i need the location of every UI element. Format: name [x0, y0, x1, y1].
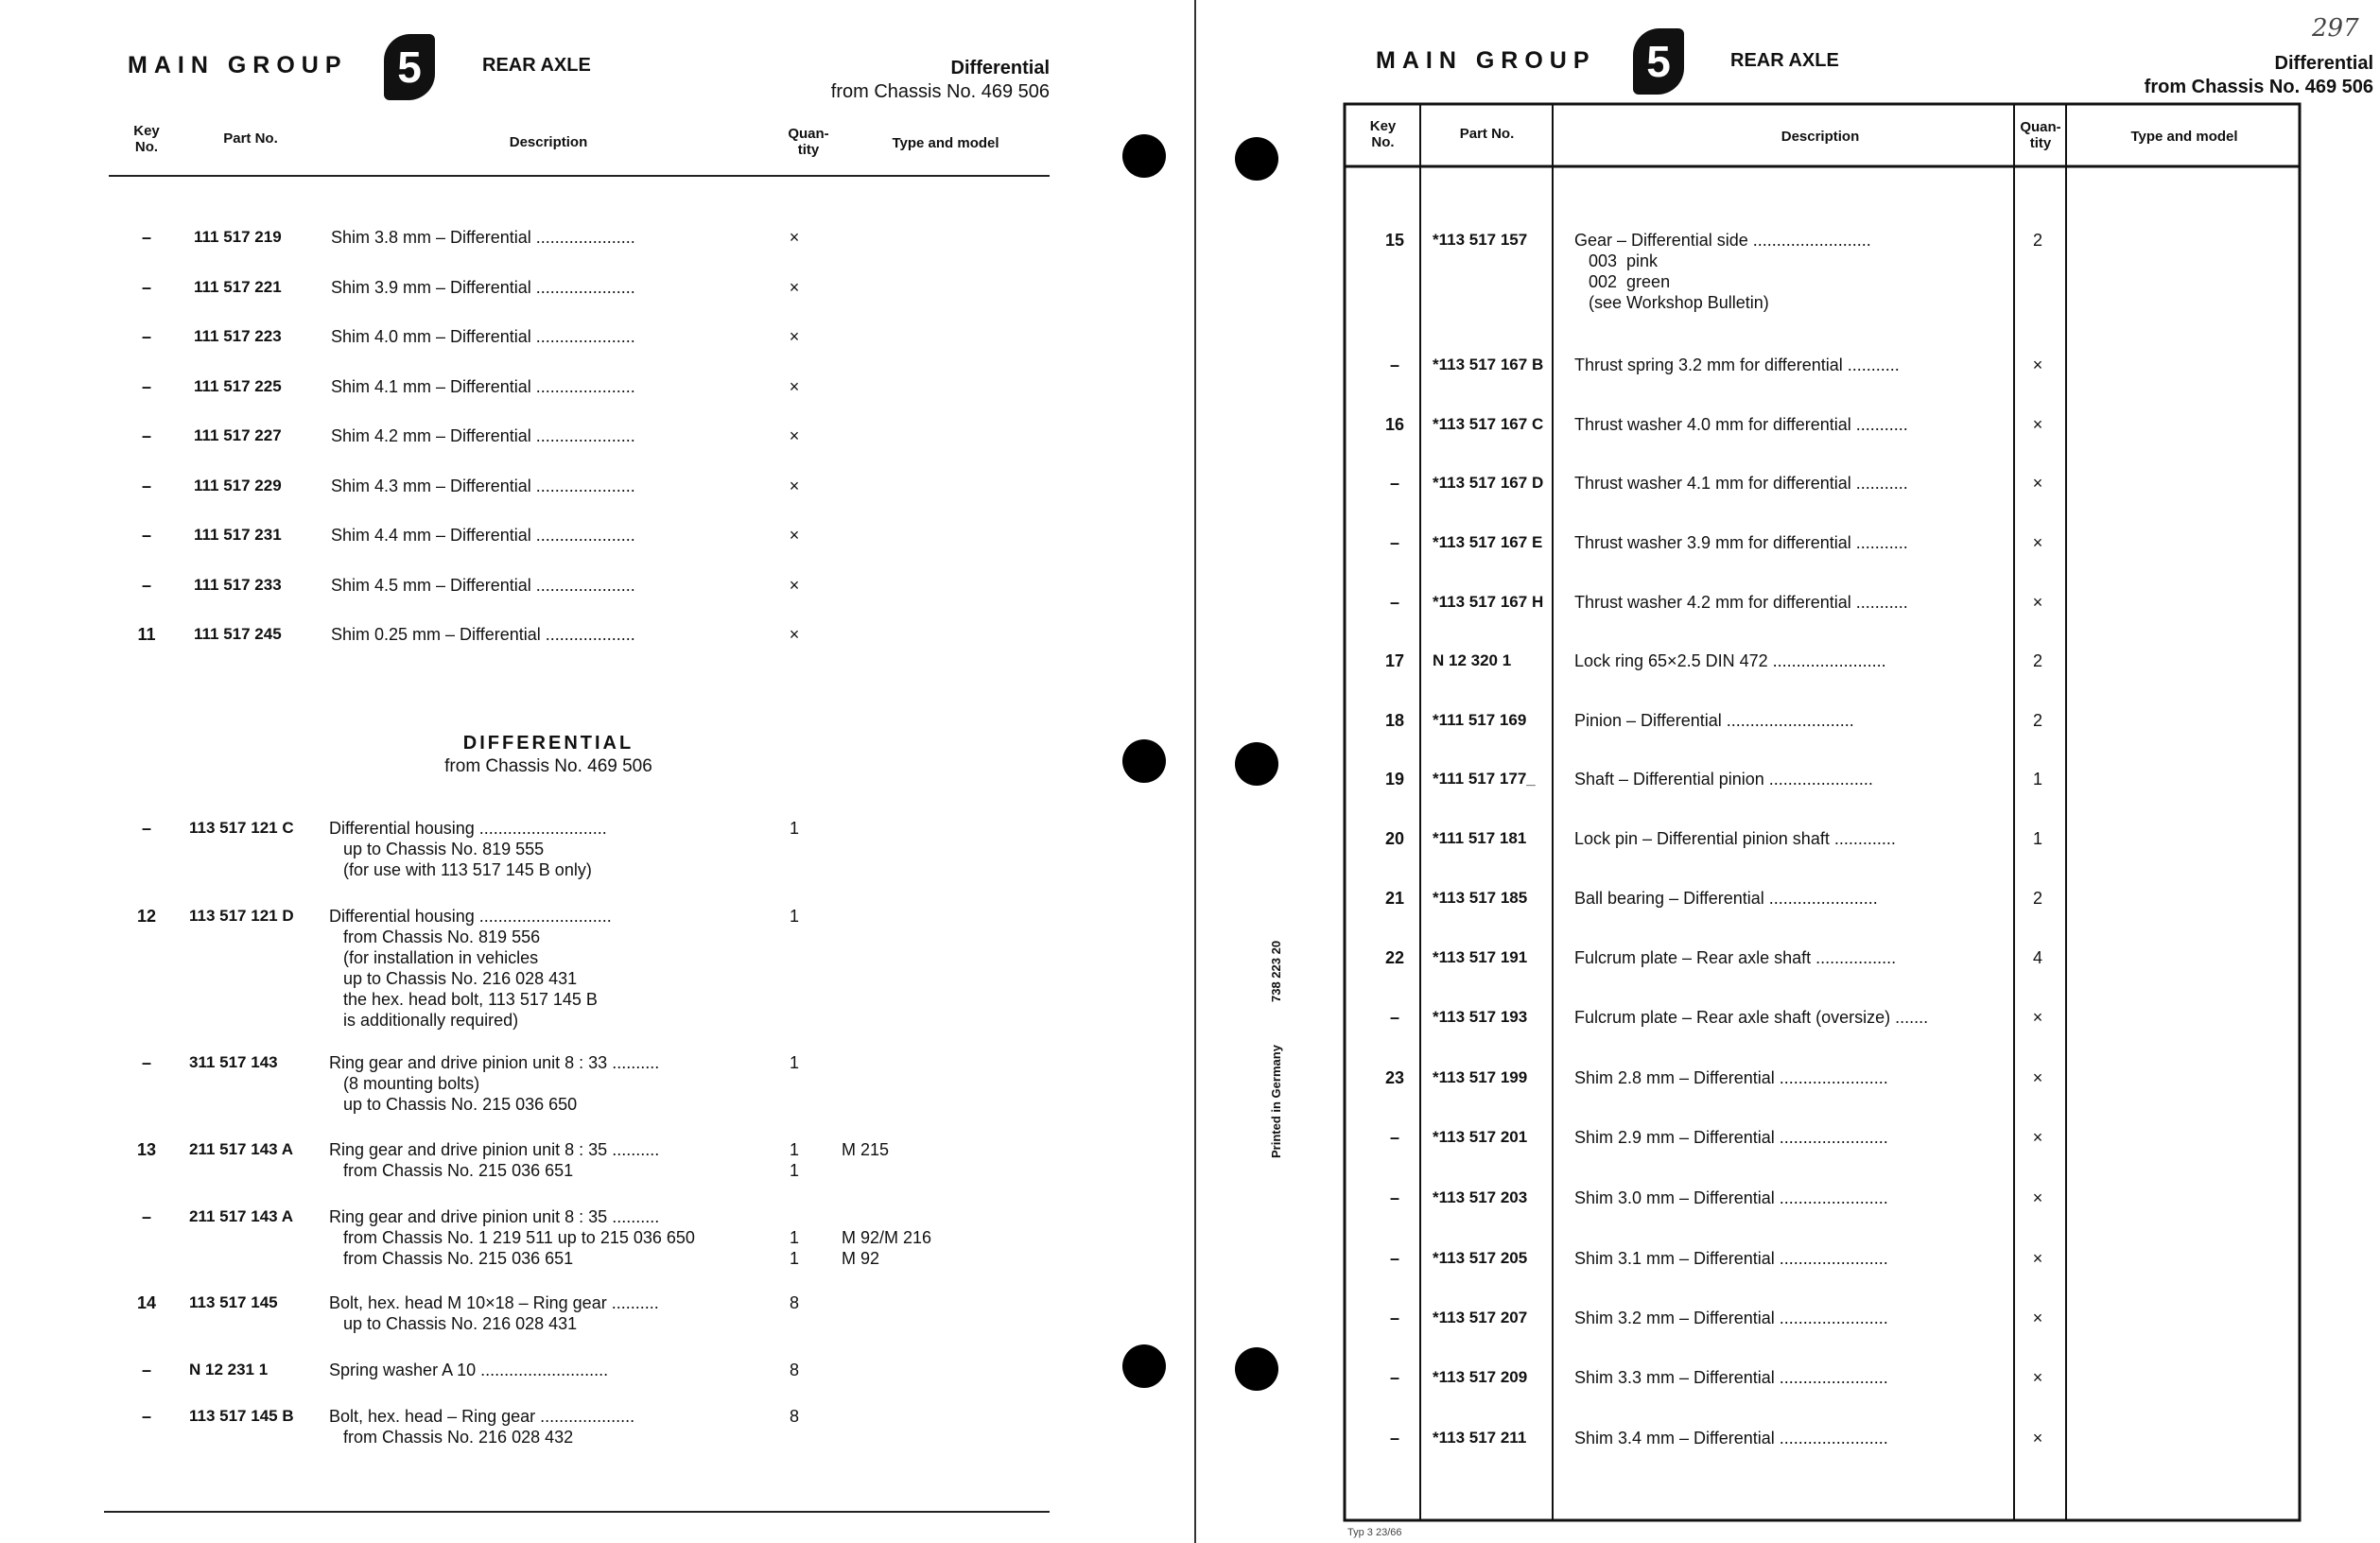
page-title-block [719, 57, 1050, 104]
part-number: 111 517 221 [194, 277, 282, 296]
key-no: – [1389, 533, 1399, 552]
part-number: *113 517 203 [1433, 1188, 1528, 1206]
description: Gear – Differential side ......................... 003 pink 002 green (see Workshop Bulletin) [1574, 231, 1871, 312]
quantity: 2 [2032, 231, 2042, 250]
col-qty-header: Quan- tity [2020, 119, 2061, 151]
col-desc-header: Description [509, 134, 588, 150]
key-no: – [141, 426, 151, 445]
description: Thrust washer 4.2 mm for differential ........... [1574, 593, 1908, 612]
description: Shim 4.3 mm – Differential ..................... [331, 476, 635, 495]
punch-hole [1122, 1344, 1166, 1388]
description: Differential housing ............................ from Chassis No. 819 556 (for installation in vehicles up to Chassis No. 216 028 431 the hex. head bolt, 113 517 145 B is additionally required) [329, 907, 612, 1030]
part-number: *111 517 177_ [1433, 770, 1536, 788]
key-no: 18 [1384, 711, 1405, 730]
part-number: 211 517 143 A [189, 1207, 293, 1225]
description: Shaft – Differential pinion ...................... [1574, 770, 1873, 789]
page-title: Differential [950, 58, 1050, 78]
quantity: × [789, 277, 800, 297]
col-type-header: Type and model [2130, 129, 2238, 145]
part-number: 211 517 143 A [189, 1140, 293, 1158]
col-type-header: Type and model [892, 135, 999, 151]
part-number: 111 517 231 [194, 526, 282, 544]
part-number: 111 517 227 [194, 426, 282, 444]
description: Shim 4.4 mm – Differential ..................... [331, 526, 635, 545]
key-no: – [1389, 474, 1399, 493]
footer-rule [104, 1511, 1050, 1513]
key-no: 19 [1384, 770, 1405, 789]
quantity: × [789, 426, 800, 445]
description: Shim 3.8 mm – Differential ..................... [331, 228, 635, 247]
col-desc-header: Description [1781, 129, 1860, 145]
key-no: – [141, 1407, 151, 1426]
description: Shim 3.3 mm – Differential ....................... [1574, 1368, 1888, 1387]
right-page [1196, 0, 2380, 1543]
key-no: – [1389, 1309, 1399, 1327]
key-no: – [141, 526, 151, 545]
description: Spring washer A 10 ........................... [329, 1361, 609, 1379]
quantity: 2 [2032, 651, 2042, 670]
key-no: – [141, 1053, 151, 1072]
key-no: – [1389, 1429, 1399, 1448]
col-key-header: Key No. [1369, 118, 1397, 150]
page-number-handwritten: 297 [2312, 14, 2359, 43]
key-no: – [1389, 1249, 1399, 1268]
key-no: 21 [1384, 889, 1405, 908]
punch-hole [1122, 739, 1166, 783]
part-number: 111 517 229 [194, 476, 282, 494]
description: Lock pin – Differential pinion shaft ............. [1574, 829, 1896, 848]
description: Shim 4.1 mm – Differential ..................... [331, 376, 635, 396]
description: Ring gear and drive pinion unit 8 : 33 .......... (8 mounting bolts) up to Chassis No. 215 036 650 [329, 1053, 660, 1114]
quantity: 1 1 [789, 1140, 799, 1180]
chassis-range: from Chassis No. 469 506 [830, 81, 1050, 102]
quantity: × [2032, 474, 2043, 493]
part-number: *113 517 205 [1433, 1249, 1528, 1267]
key-no: – [1389, 1128, 1399, 1147]
quantity: × [789, 476, 800, 495]
part-number: *111 517 169 [1433, 711, 1527, 729]
col-qty-header: Quan- tity [788, 126, 829, 158]
quantity: × [789, 526, 800, 545]
description: Thrust washer 3.9 mm for differential ........... [1574, 533, 1908, 552]
col-key-header: Key No. [133, 123, 160, 155]
part-number: *113 517 207 [1433, 1309, 1528, 1326]
part-number: *113 517 193 [1433, 1008, 1528, 1026]
punch-hole [1235, 742, 1278, 786]
quantity: × [789, 575, 800, 595]
quantity: × [2032, 533, 2043, 552]
quantity: 4 [2032, 948, 2042, 967]
footer-code: Typ 3 23/66 [1347, 1527, 1402, 1538]
part-number: *113 517 211 [1433, 1429, 1527, 1447]
part-number: *113 517 167 H [1433, 593, 1544, 611]
quantity: 1 [2032, 829, 2042, 848]
description: Ball bearing – Differential ....................... [1574, 889, 1878, 908]
quantity: × [2032, 1008, 2043, 1027]
key-no: – [141, 575, 151, 595]
group-number-badge: 5 [1633, 28, 1684, 95]
section-title: DIFFERENTIAL [462, 733, 634, 754]
part-number: N 12 231 1 [189, 1361, 269, 1378]
key-no: 14 [136, 1293, 157, 1312]
description: Fulcrum plate – Rear axle shaft ................. [1574, 948, 1897, 967]
group-name: REAR AXLE [1730, 50, 1839, 71]
description: Pinion – Differential ........................... [1574, 711, 1854, 730]
quantity: 2 [2032, 711, 2042, 730]
part-number: *113 517 167 E [1433, 533, 1543, 551]
description: Shim 3.1 mm – Differential ....................... [1574, 1249, 1888, 1268]
description: Lock ring 65×2.5 DIN 472 ........................ [1574, 651, 1886, 670]
key-no: 22 [1384, 948, 1405, 967]
quantity: × [2032, 1128, 2043, 1147]
quantity: × [2032, 415, 2043, 434]
punch-hole [1235, 137, 1278, 181]
quantity: × [2032, 1188, 2043, 1207]
key-no: – [141, 819, 151, 838]
part-number: *113 517 167 B [1433, 355, 1544, 373]
key-no: – [141, 376, 151, 396]
type-model: M 215 [842, 1140, 890, 1159]
key-no: – [1389, 355, 1399, 374]
quantity: × [789, 376, 800, 396]
description: Shim 0.25 mm – Differential ................... [331, 625, 635, 644]
punch-hole [1235, 1347, 1278, 1391]
quantity: 1 1 [789, 1228, 799, 1268]
part-number: 113 517 145 B [189, 1407, 294, 1425]
part-number: 111 517 245 [194, 625, 282, 643]
page-title: Differential [2274, 53, 2373, 74]
description: Thrust washer 4.0 mm for differential ........... [1574, 415, 1908, 434]
description: Bolt, hex. head M 10×18 – Ring gear .......... up to Chassis No. 216 028 431 [329, 1293, 659, 1333]
quantity: × [2032, 1309, 2043, 1327]
quantity: 8 [789, 1293, 799, 1312]
description: Shim 3.9 mm – Differential ..................... [331, 277, 635, 297]
key-no: – [141, 1207, 151, 1226]
description: Ring gear and drive pinion unit 8 : 35 .......... from Chassis No. 215 036 651 [329, 1140, 660, 1180]
quantity: × [789, 327, 800, 346]
printed-in-germany-note: Printed in Germany [1269, 1045, 1283, 1158]
key-no: 15 [1384, 231, 1405, 250]
part-number: *111 517 181 [1433, 829, 1527, 847]
part-number: *113 517 201 [1433, 1128, 1528, 1146]
part-number: 113 517 121 C [189, 819, 294, 837]
description: Shim 3.2 mm – Differential ....................... [1574, 1309, 1888, 1327]
key-no: – [141, 1361, 151, 1379]
part-number: *113 517 209 [1433, 1368, 1528, 1386]
part-number: *113 517 167 C [1433, 415, 1544, 433]
part-number: 111 517 233 [194, 575, 282, 594]
description: Differential housing ........................... up to Chassis No. 819 555 (for use with 113 517 145 B only) [329, 819, 607, 879]
quantity: × [789, 625, 800, 644]
type-model: M 92/M 216 M 92 [842, 1228, 932, 1268]
key-no: – [141, 327, 151, 346]
key-no: – [1389, 593, 1399, 612]
quantity: × [2032, 1068, 2043, 1087]
description: Ring gear and drive pinion unit 8 : 35 .......... from Chassis No. 1 219 511 up to 215 036 650 from Chassis No. 215 036 651 [329, 1207, 695, 1268]
quantity: × [2032, 1249, 2043, 1268]
header-rule [109, 175, 1050, 177]
part-number: 111 517 225 [194, 376, 282, 395]
main-group-label: MAIN GROUP [1376, 47, 1596, 74]
quantity: 1 [789, 1053, 799, 1072]
section-subtitle: from Chassis No. 469 506 [444, 756, 652, 776]
quantity: × [2032, 1429, 2043, 1448]
quantity: 8 [789, 1407, 799, 1426]
part-number: *113 517 185 [1433, 889, 1528, 907]
part-number: *113 517 199 [1433, 1068, 1528, 1086]
key-no: – [1389, 1368, 1399, 1387]
col-part-header: Part No. [223, 130, 278, 147]
description: Shim 3.0 mm – Differential ....................... [1574, 1188, 1888, 1207]
key-no: 23 [1384, 1068, 1405, 1087]
key-no: 11 [137, 625, 156, 644]
quantity: 8 [789, 1361, 799, 1379]
key-no: – [141, 228, 151, 247]
key-no: – [141, 277, 151, 297]
key-no: 16 [1384, 415, 1405, 434]
page-title-block [1929, 52, 2373, 99]
quantity: 1 [789, 819, 799, 838]
description: Thrust spring 3.2 mm for differential ........... [1574, 355, 1900, 374]
main-group-label: MAIN GROUP [128, 52, 348, 78]
punch-hole [1122, 134, 1166, 178]
col-part-header: Part No. [1459, 126, 1515, 142]
quantity: × [789, 228, 800, 247]
part-number: N 12 320 1 [1433, 651, 1512, 669]
description: Shim 4.0 mm – Differential ..................... [331, 327, 635, 346]
chassis-range: from Chassis No. 469 506 [2144, 77, 2373, 97]
description: Shim 4.2 mm – Differential ..................... [331, 426, 635, 445]
description: Thrust washer 4.1 mm for differential ........... [1574, 474, 1908, 493]
key-no: 20 [1384, 829, 1405, 848]
quantity: × [2032, 1368, 2043, 1387]
key-no: 12 [136, 907, 157, 926]
part-number: 111 517 219 [194, 228, 282, 246]
part-number: *113 517 157 [1433, 231, 1528, 249]
description: Shim 2.8 mm – Differential ....................... [1574, 1068, 1888, 1087]
part-number: 113 517 121 D [189, 907, 294, 925]
quantity: × [2032, 355, 2043, 374]
group-name: REAR AXLE [482, 55, 591, 76]
group-number-badge: 5 [384, 34, 435, 100]
key-no: 13 [136, 1140, 157, 1159]
quantity: 2 [2032, 889, 2042, 908]
part-number: 113 517 145 [189, 1293, 278, 1311]
key-no: – [141, 476, 151, 495]
key-no: – [1389, 1008, 1399, 1027]
description: Shim 4.5 mm – Differential ..................... [331, 575, 635, 595]
quantity: 1 [789, 907, 799, 926]
description: Shim 2.9 mm – Differential ....................... [1574, 1128, 1888, 1147]
print-code: 738 223 20 [1269, 940, 1283, 1002]
key-no: – [1389, 1188, 1399, 1207]
key-no: 17 [1384, 651, 1405, 670]
quantity: × [2032, 593, 2043, 612]
description: Shim 3.4 mm – Differential ....................... [1574, 1429, 1888, 1448]
part-number: 111 517 223 [194, 327, 282, 345]
description: Bolt, hex. head – Ring gear .................... from Chassis No. 216 028 432 [329, 1407, 635, 1447]
part-number: *113 517 167 D [1433, 474, 1544, 492]
quantity: 1 [2032, 770, 2042, 789]
description: Fulcrum plate – Rear axle shaft (oversize) ....... [1574, 1008, 1929, 1027]
part-number: *113 517 191 [1433, 948, 1528, 966]
part-number: 311 517 143 [189, 1053, 278, 1071]
